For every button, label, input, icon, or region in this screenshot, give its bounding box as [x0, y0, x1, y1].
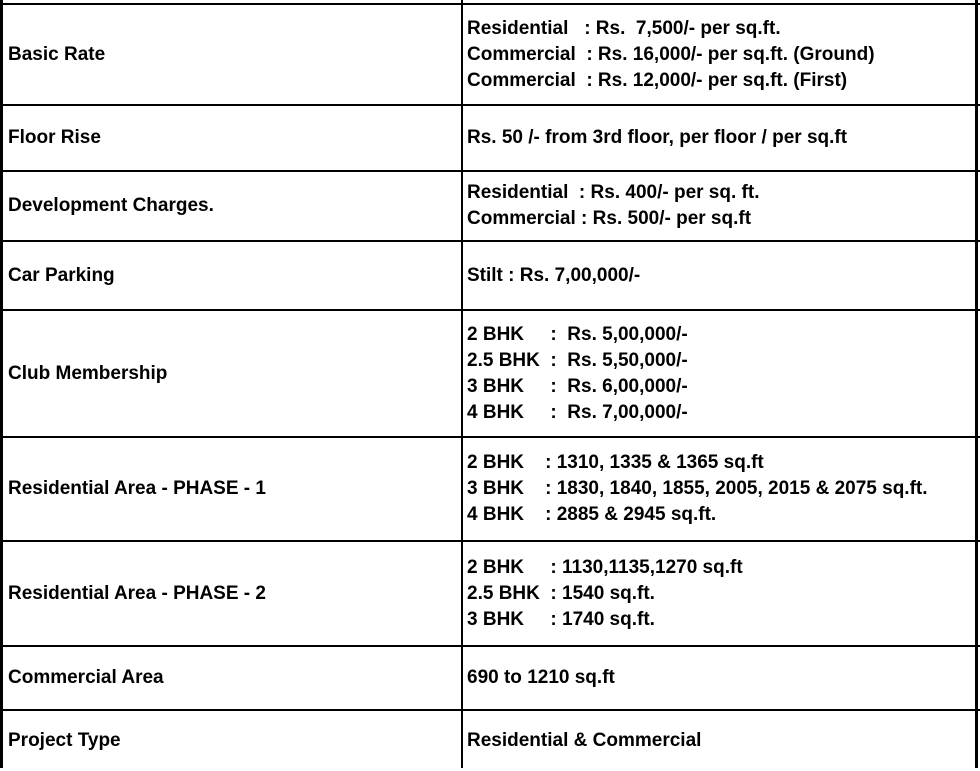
row-value	[467, 542, 743, 645]
value-line: Residential : Rs. 400/- per sq. ft.	[467, 182, 760, 203]
row-label: Basic Rate	[8, 43, 106, 65]
row-label: Residential Area - PHASE - 2	[8, 582, 266, 604]
value-line: 4 BHK : Rs. 7,00,000/-	[467, 401, 688, 423]
value-line: 2.5 BHK : 1540 sq.ft.	[467, 582, 655, 604]
table-row	[0, 647, 980, 709]
value-line: Commercial : Rs. 500/- per sq.ft	[467, 208, 752, 229]
row-value	[467, 438, 928, 540]
row-value	[467, 311, 688, 436]
row-value	[467, 106, 847, 170]
row-label: Project Type	[8, 730, 121, 751]
value-line: Residential : Rs. 7,500/- per sq.ft.	[467, 17, 781, 39]
table-row	[0, 438, 980, 540]
row-value	[467, 5, 875, 104]
value-line: Commercial : Rs. 12,000/- per sq.ft. (First)	[467, 69, 848, 91]
value-line: 3 BHK : 1830, 1840, 1855, 2005, 2015 & 2075 sq.ft.	[467, 478, 928, 499]
row-value	[467, 711, 701, 771]
value-line: Stilt : Rs. 7,00,000/-	[467, 264, 641, 286]
value-line: 3 BHK : 1740 sq.ft.	[467, 608, 655, 630]
row-label: Floor Rise	[8, 127, 101, 148]
table-row	[0, 106, 980, 170]
value-line: 2 BHK : 1310, 1335 & 1365 sq.ft	[467, 452, 764, 473]
table-row	[0, 242, 980, 309]
row-value	[467, 242, 640, 309]
value-line: 690 to 1210 sq.ft	[467, 667, 615, 688]
value-line: Rs. 50 /- from 3rd floor, per floor / per sq.ft	[467, 127, 848, 148]
value-line: Residential & Commercial	[467, 730, 702, 751]
table-row	[0, 711, 980, 771]
table-row	[0, 172, 980, 240]
row-label: Residential Area - PHASE - 1	[8, 478, 266, 499]
value-line: 4 BHK : 2885 & 2945 sq.ft.	[467, 504, 717, 525]
table-row	[0, 5, 980, 104]
value-line: 2 BHK : Rs. 5,00,000/-	[467, 323, 688, 345]
value-line: 3 BHK : Rs. 6,00,000/-	[467, 375, 688, 397]
row-label: Club Membership	[8, 362, 168, 384]
table-row	[0, 542, 980, 645]
row-label: Car Parking	[8, 264, 115, 286]
row-value	[467, 172, 759, 240]
row-label: Development Charges.	[8, 195, 214, 216]
table-row	[0, 311, 980, 436]
value-line: 2.5 BHK : Rs. 5,50,000/-	[467, 349, 688, 371]
value-line: Commercial : Rs. 16,000/- per sq.ft. (Ground)	[467, 43, 875, 65]
row-value	[467, 647, 615, 709]
value-line: 2 BHK : 1130,1135,1270 sq.ft	[467, 556, 743, 578]
row-label: Commercial Area	[8, 667, 164, 688]
